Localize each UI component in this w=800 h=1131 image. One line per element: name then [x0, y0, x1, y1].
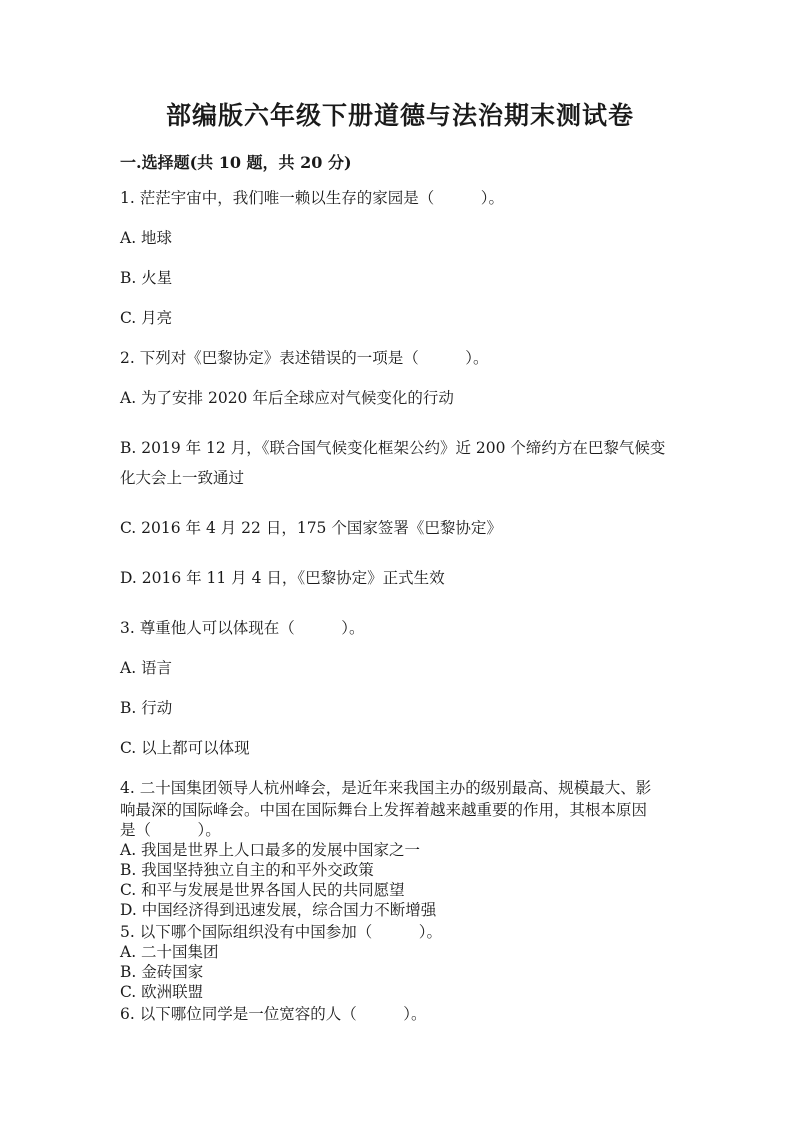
question-2-option-b-continued: 化大会上一致通过 — [120, 469, 245, 487]
question-1-stem: 1. 茫茫宇宙中，我们唯一赖以生存的家园是（ ）。 — [120, 189, 504, 207]
question-5-option-a: A. 二十国集团 — [120, 943, 219, 961]
question-4-option-b: B. 我国坚持独立自主的和平外交政策 — [120, 861, 374, 879]
question-4-option-a: A. 我国是世界上人口最多的发展中国家之一 — [120, 841, 421, 859]
question-5-option-c: C. 欧洲联盟 — [120, 983, 204, 1001]
question-4-stem: 4. 二十国集团领导人杭州峰会，是近年来我国主办的级别最高、规模最大、影 — [120, 779, 652, 797]
question-3-option-b: B. 行动 — [120, 699, 173, 717]
question-3-stem: 3. 尊重他人可以体现在（ ）。 — [120, 619, 365, 637]
question-4-option-d: D. 中国经济得到迅速发展，综合国力不断增强 — [120, 901, 437, 919]
question-4-option-c: C. 和平与发展是世界各国人民的共同愿望 — [120, 881, 405, 899]
question-2-option-a: A. 为了安排 2020 年后全球应对气候变化的行动 — [120, 389, 454, 407]
question-3-option-c: C. 以上都可以体现 — [120, 739, 250, 757]
question-6-stem: 6. 以下哪位同学是一位宽容的人（ ）。 — [120, 1005, 427, 1023]
question-2-stem: 2. 下列对《巴黎协定》表述错误的一项是（ ）。 — [120, 349, 489, 367]
document-title: 部编版六年级下册道德与法治期末测试卷 — [165, 101, 634, 130]
question-4-stem-line-3: 是（ ）。 — [120, 821, 221, 839]
question-5-stem: 5. 以下哪个国际组织没有中国参加（ ）。 — [120, 923, 442, 941]
question-1-option-b: B. 火星 — [120, 269, 173, 287]
question-5-option-b: B. 金砖国家 — [120, 963, 204, 981]
question-2-option-c: C. 2016 年 4 月 22 日，175 个国家签署《巴黎协定》 — [120, 519, 502, 537]
question-2-option-d: D. 2016 年 11 月 4 日，《巴黎协定》正式生效 — [120, 569, 445, 587]
question-2-option-b: B. 2019 年 12 月，《联合国气候变化框架公约》近 200 个缔约方在巴黎气候变 — [120, 439, 666, 457]
question-3-option-a: A. 语言 — [120, 659, 173, 677]
section-heading: 一.选择题(共 10 题，共 20 分) — [120, 153, 352, 172]
question-4-stem-line-2: 响最深的国际峰会。中国在国际舞台上发挥着越来越重要的作用，其根本原因 — [120, 801, 648, 819]
question-1-option-a: A. 地球 — [120, 229, 173, 247]
question-1-option-c: C. 月亮 — [120, 309, 173, 327]
